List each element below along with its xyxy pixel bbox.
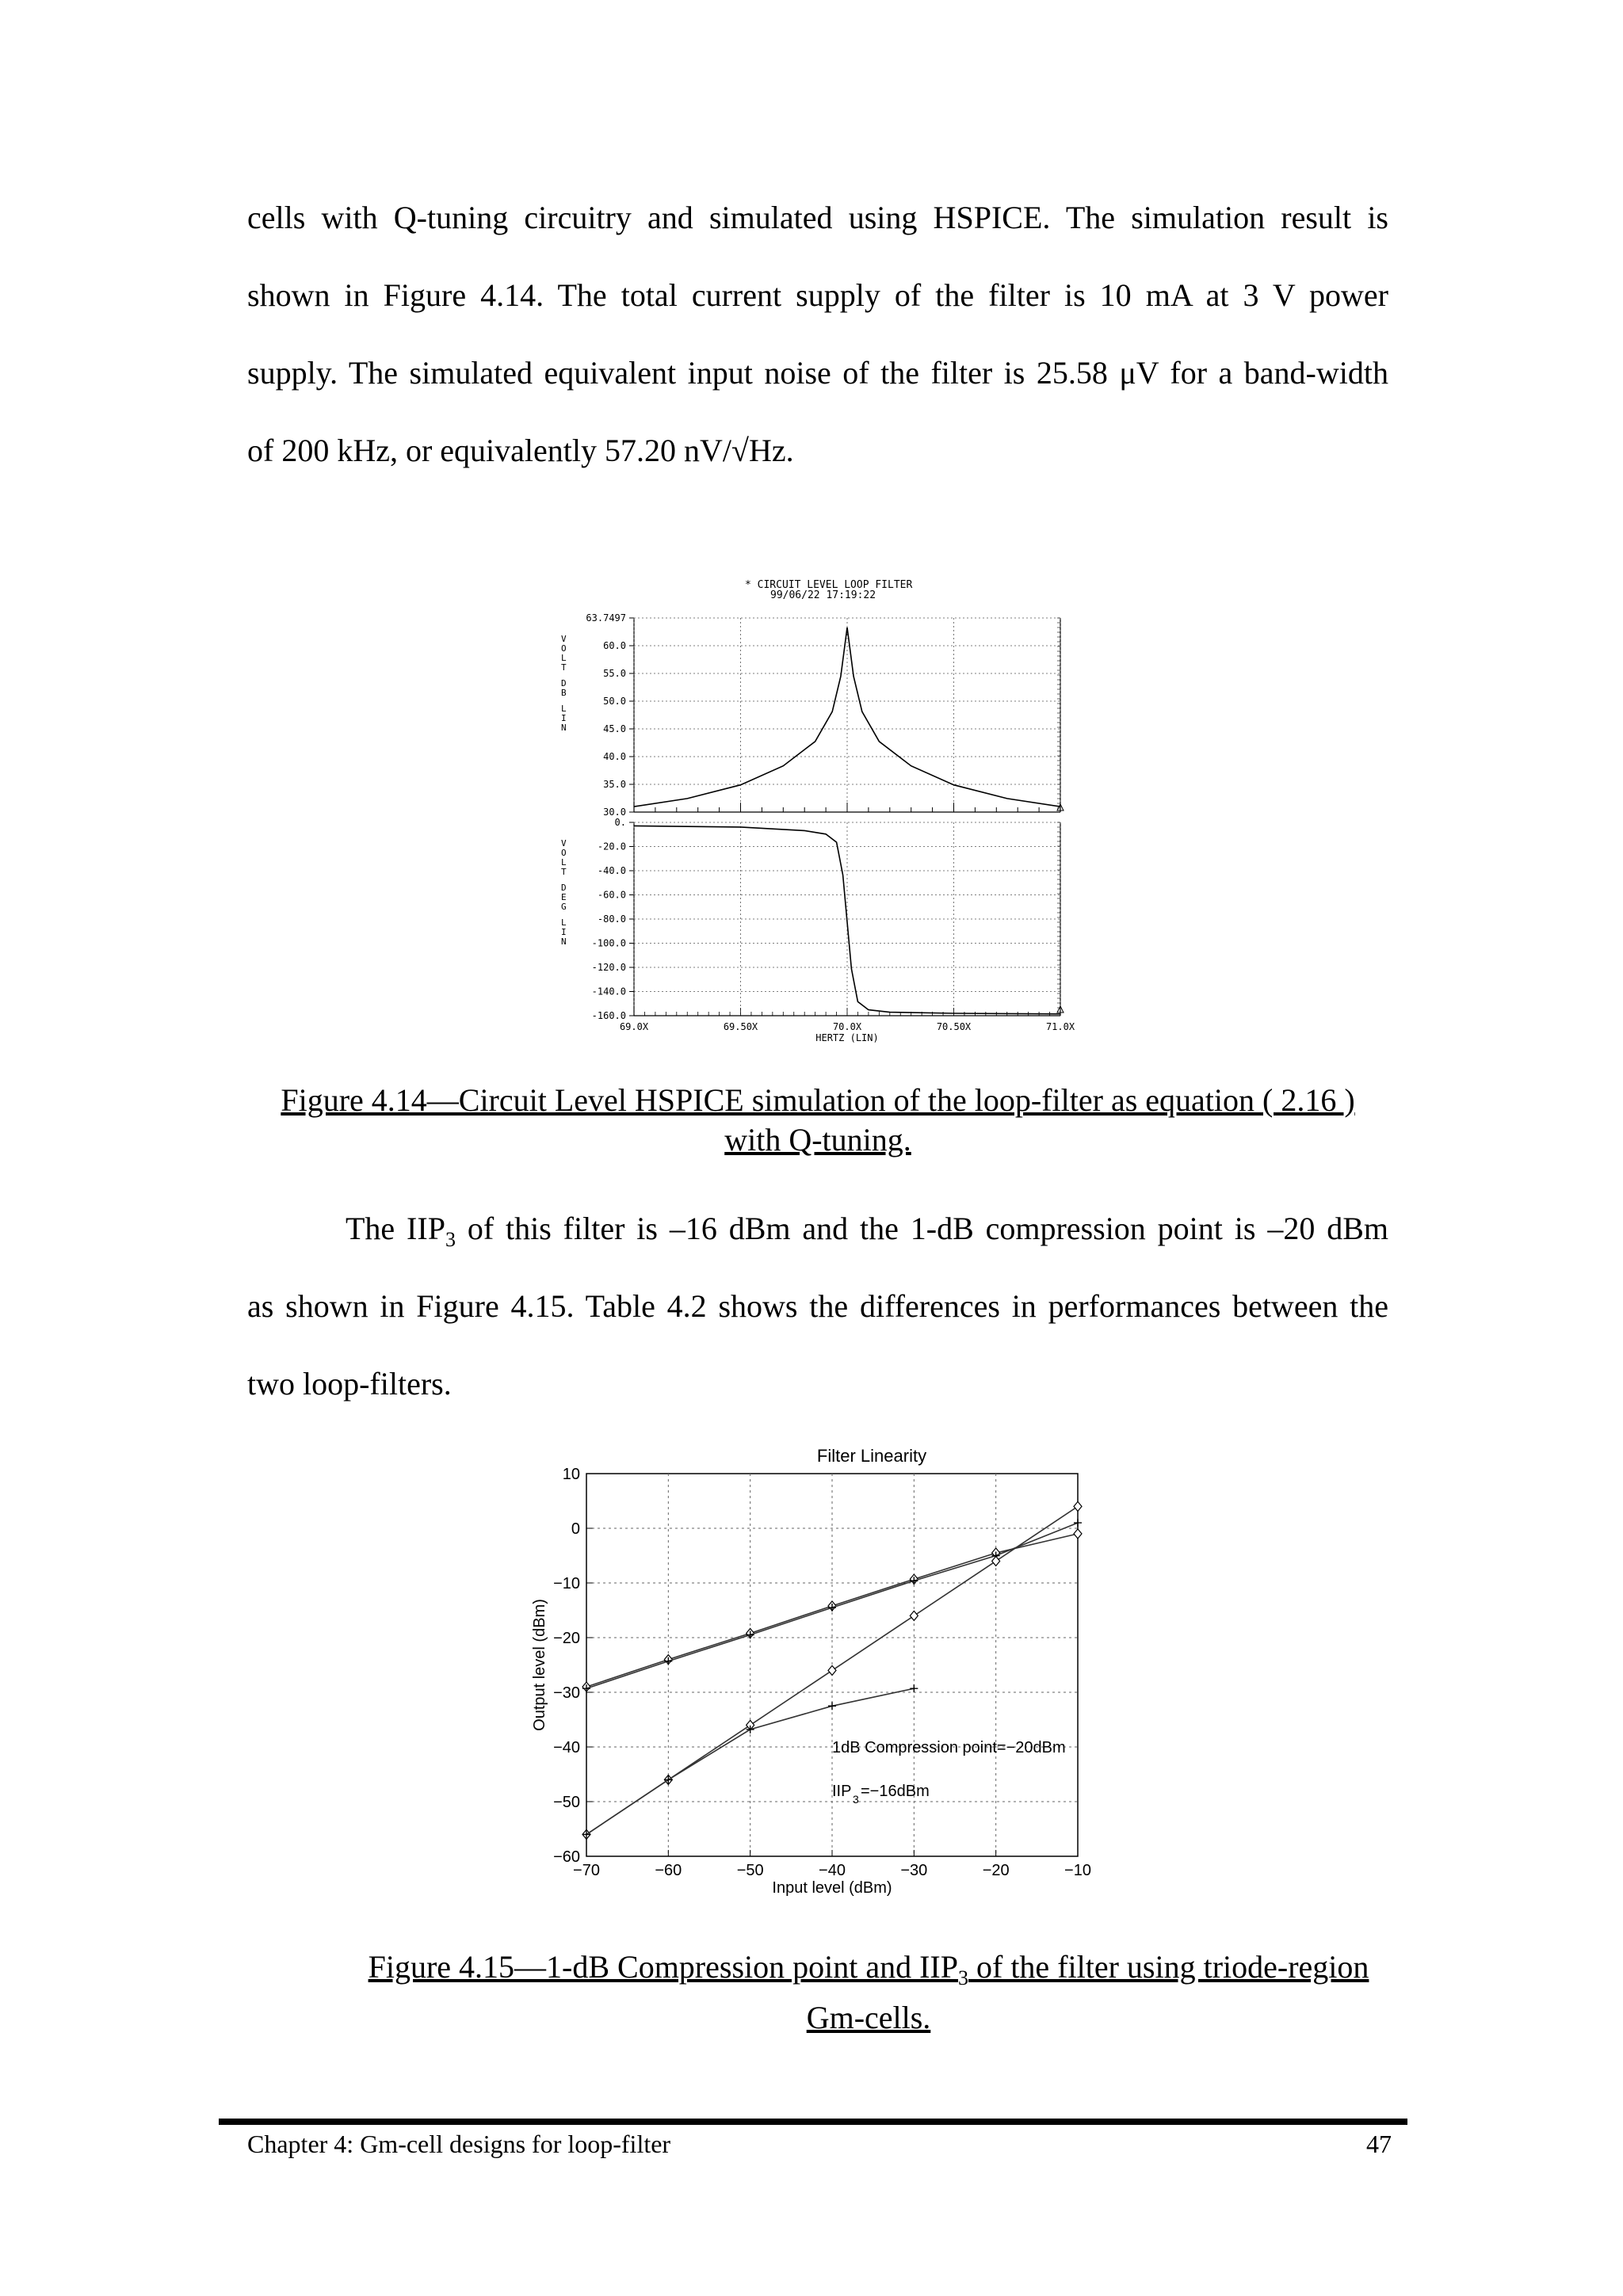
y-axis-label-char: L: [561, 857, 567, 868]
y-tick-label: −60: [553, 1848, 580, 1866]
data-point-diamond: [1074, 1529, 1082, 1539]
y-tick-label: -140.0: [591, 986, 626, 997]
x-tick-label: −60: [655, 1862, 682, 1879]
text-line: cells with Q-tuning circuitry and simulated using HSPICE. The simulation result is: [247, 200, 1388, 235]
y-axis-label: Output level (dBm): [531, 1599, 548, 1731]
y-tick-label: -160.0: [591, 1010, 626, 1021]
y-axis-label-char: E: [561, 892, 567, 902]
text-line: two loop-filters.: [247, 1366, 452, 1402]
data-point-plus: [1074, 1519, 1082, 1527]
data-point-plus: [664, 1775, 672, 1783]
y-tick-label: 45.0: [603, 723, 626, 734]
y-axis-label-char: O: [561, 643, 567, 654]
linearity-chart-group: [531, 1446, 1091, 1897]
x-tick-label: −10: [1064, 1862, 1091, 1879]
y-axis-label-char: V: [561, 634, 567, 644]
linearity-chart: [523, 1426, 1125, 1909]
annotation-iip-subscript: 3: [853, 1793, 859, 1806]
y-tick-label: 50.0: [603, 696, 626, 707]
x-axis-label: HERTZ (LIN): [815, 1032, 879, 1043]
data-point-plus: [828, 1702, 836, 1710]
y-axis-label-char: I: [561, 927, 567, 937]
y-axis-label-char: N: [561, 723, 567, 733]
y-axis-label-char: I: [561, 713, 567, 723]
text-line: as shown in Figure 4.15. Table 4.2 shows the differences in performances between the: [247, 1288, 1388, 1324]
data-point-plus: [582, 1830, 590, 1838]
chart-title: Filter Linearity: [816, 1446, 927, 1466]
text-fragment: of the filter using triode-region: [968, 1949, 1369, 1985]
x-tick-label: 70.0X: [832, 1021, 862, 1032]
y-tick-label: 0.: [614, 817, 626, 828]
y-tick-label: 55.0: [603, 668, 626, 679]
y-axis-label-char: V: [561, 838, 567, 849]
chart-subtitle: 99/06/22 17:19:22: [770, 589, 876, 601]
subscript: 3: [958, 1966, 968, 1989]
subscript: 3: [445, 1228, 456, 1251]
x-tick-label: −40: [819, 1862, 846, 1879]
annotation-compression: 1dB Compression point=−20dBm: [832, 1739, 1066, 1756]
hspice-plot-group: [561, 579, 1075, 1043]
y-axis-label-char: D: [561, 883, 567, 893]
y-tick-label: 10: [562, 1466, 580, 1483]
data-point-diamond: [992, 1556, 1000, 1566]
footer-rule: [219, 2119, 1407, 2125]
x-tick-label: 69.50X: [723, 1021, 758, 1032]
text-fragment: Figure 4.15—1-dB Compression point and IIP: [368, 1949, 958, 1985]
hspice-plot: [547, 578, 1086, 1046]
y-axis-label-char: B: [561, 688, 567, 698]
y-tick-label: -20.0: [597, 841, 626, 852]
annotation-iip: IIP: [832, 1783, 852, 1801]
y-axis-label-char: L: [561, 917, 567, 928]
y-axis-label-char: T: [561, 867, 567, 877]
footer-chapter: Chapter 4: Gm-cell designs for loop-filter: [247, 2130, 671, 2158]
y-tick-label: −20: [553, 1630, 580, 1647]
x-tick-label: −20: [982, 1862, 1010, 1879]
y-axis-label-char: N: [561, 936, 567, 947]
y-tick-label: 30.0: [603, 807, 626, 818]
data-point-diamond: [1074, 1501, 1082, 1511]
text-line: [247, 1190, 1388, 1268]
x-tick-label: −50: [736, 1862, 764, 1879]
x-axis-label: Input level (dBm): [772, 1879, 892, 1897]
figure-caption-4-14: [238, 1081, 1398, 1160]
caption-line: [368, 1949, 1369, 1989]
y-tick-label: 0: [571, 1520, 580, 1538]
y-tick-label: −30: [553, 1684, 580, 1702]
caption-line: with Q-tuning.: [724, 1122, 911, 1158]
figure-caption-4-15: [346, 1947, 1392, 2038]
text-fragment: The IIP: [346, 1211, 445, 1246]
y-axis-label-char: D: [561, 678, 567, 688]
y-axis-label-char: T: [561, 662, 567, 673]
y-axis-label-char: L: [561, 653, 567, 663]
y-axis-label-char: L: [561, 704, 567, 714]
y-tick-label: 60.0: [603, 640, 626, 651]
y-tick-label: −10: [553, 1575, 580, 1592]
caption-line: Figure 4.14—Circuit Level HSPICE simulation of the loop-filter as equation ( 2.16 ): [281, 1082, 1355, 1118]
y-tick-label: -40.0: [597, 865, 626, 876]
page-number: 47: [1366, 2130, 1392, 2158]
x-tick-label: −30: [900, 1862, 928, 1879]
y-tick-label: -80.0: [597, 913, 626, 925]
text-line: shown in Figure 4.14. The total current supply of the filter is 10 mA at 3 V power: [247, 277, 1388, 313]
y-tick-label: -120.0: [591, 962, 626, 973]
y-tick-label: 63.7497: [586, 612, 626, 624]
annotation-iip-value: =−16dBm: [861, 1783, 930, 1801]
text-line: supply. The simulated equivalent input noise of the filter is 25.58 μV for a band-width: [247, 355, 1388, 391]
x-tick-label: 69.0X: [619, 1021, 649, 1032]
y-axis-label-char: O: [561, 848, 567, 858]
data-point-plus: [910, 1684, 918, 1692]
y-tick-label: 35.0: [603, 779, 626, 790]
body-paragraph-top: [247, 179, 1388, 490]
y-tick-label: −50: [553, 1794, 580, 1811]
y-tick-label: −40: [553, 1739, 580, 1756]
y-tick-label: 40.0: [603, 751, 626, 762]
y-tick-label: -100.0: [591, 937, 626, 949]
x-tick-label: 70.50X: [936, 1021, 972, 1032]
body-paragraph-mid: [247, 1190, 1388, 1423]
data-point-diamond: [828, 1665, 836, 1675]
caption-line: Gm-cells.: [806, 2000, 931, 2035]
text-fragment: of this filter is –16 dBm and the 1-dB compression point is –20 dBm: [455, 1211, 1389, 1246]
text-line: of 200 kHz, or equivalently 57.20 nV/√Hz.: [247, 433, 794, 468]
y-axis-label-char: G: [561, 902, 567, 912]
data-point-diamond: [910, 1611, 918, 1620]
x-tick-label: −70: [573, 1862, 600, 1879]
y-tick-label: -60.0: [597, 889, 626, 901]
x-tick-label: 71.0X: [1045, 1021, 1075, 1032]
chart-title: * CIRCUIT LEVEL LOOP FILTER: [745, 579, 913, 591]
